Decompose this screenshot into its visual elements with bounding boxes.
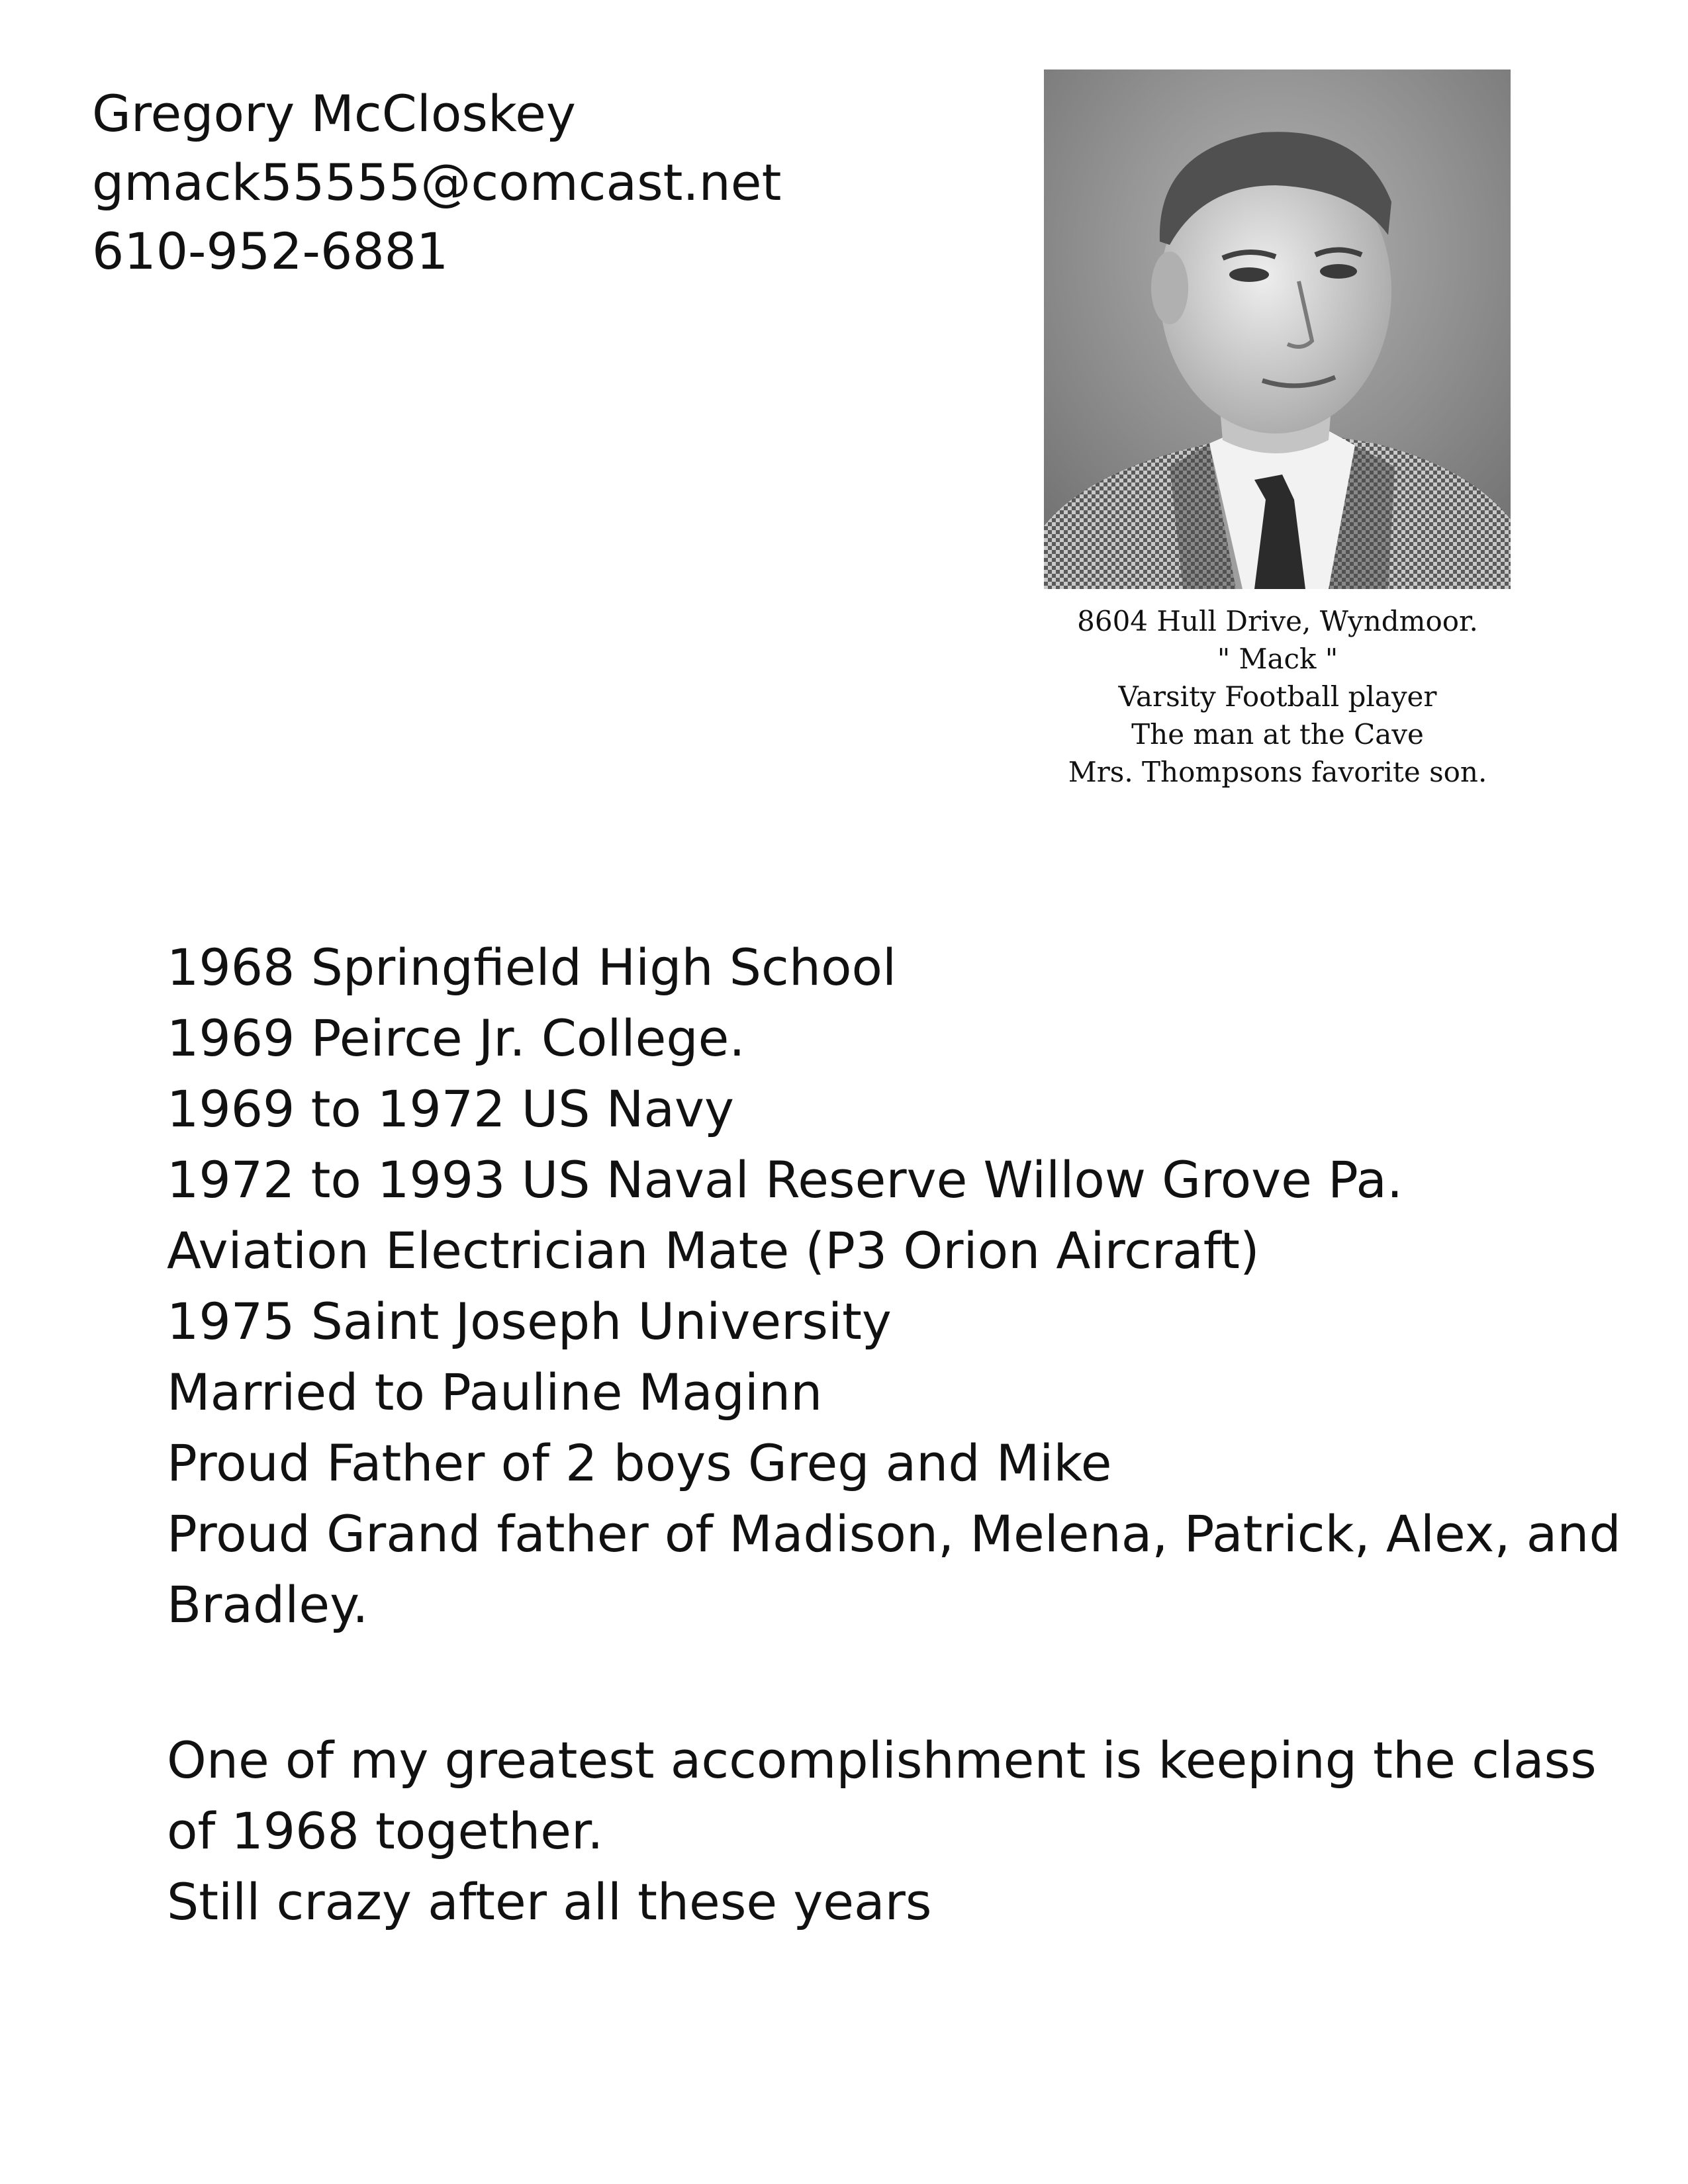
history-list (167, 932, 1621, 1640)
caption-line: Mrs. Thompsons favorite son. (1068, 756, 1487, 788)
contact-block (92, 79, 781, 286)
caption-line: Varsity Football player (1118, 680, 1437, 713)
contact-email[interactable]: gmack55555@comcast.net (92, 153, 782, 212)
closing-line: of 1968 together. (167, 1801, 604, 1860)
history-item: 1969 to 1972 US Navy (167, 1079, 735, 1138)
history-item: Proud Grand father of Madison, Melena, Patrick, Alex, and (167, 1504, 1621, 1563)
caption-line: 8604 Hull Drive, Wyndmoor. (1077, 605, 1478, 637)
history-item: 1968 Springfield High School (167, 938, 897, 997)
history-item: Proud Father of 2 boys Greg and Mike (167, 1433, 1112, 1492)
closing-line: One of my greatest accomplishment is keeping the class (167, 1731, 1597, 1790)
yearbook-caption (1023, 602, 1532, 791)
yearbook-photo (1044, 69, 1511, 589)
history-item: 1975 Saint Joseph University (167, 1292, 892, 1351)
contact-name: Gregory McCloskey (92, 84, 577, 143)
caption-line: The man at the Cave (1131, 718, 1424, 751)
closing-paragraph (167, 1725, 1597, 1937)
history-item: 1972 to 1993 US Naval Reserve Willow Grove Pa. (167, 1150, 1403, 1209)
caption-line: " Mack " (1217, 643, 1338, 675)
closing-line: Still crazy after all these years (167, 1872, 932, 1931)
history-item: 1969 Peirce Jr. College. (167, 1009, 745, 1068)
history-item: Married to Pauline Maginn (167, 1363, 823, 1422)
history-item: Bradley. (167, 1575, 369, 1634)
contact-phone: 610-952-6881 (92, 222, 449, 281)
history-item: Aviation Electrician Mate (P3 Orion Aircraft) (167, 1221, 1260, 1280)
